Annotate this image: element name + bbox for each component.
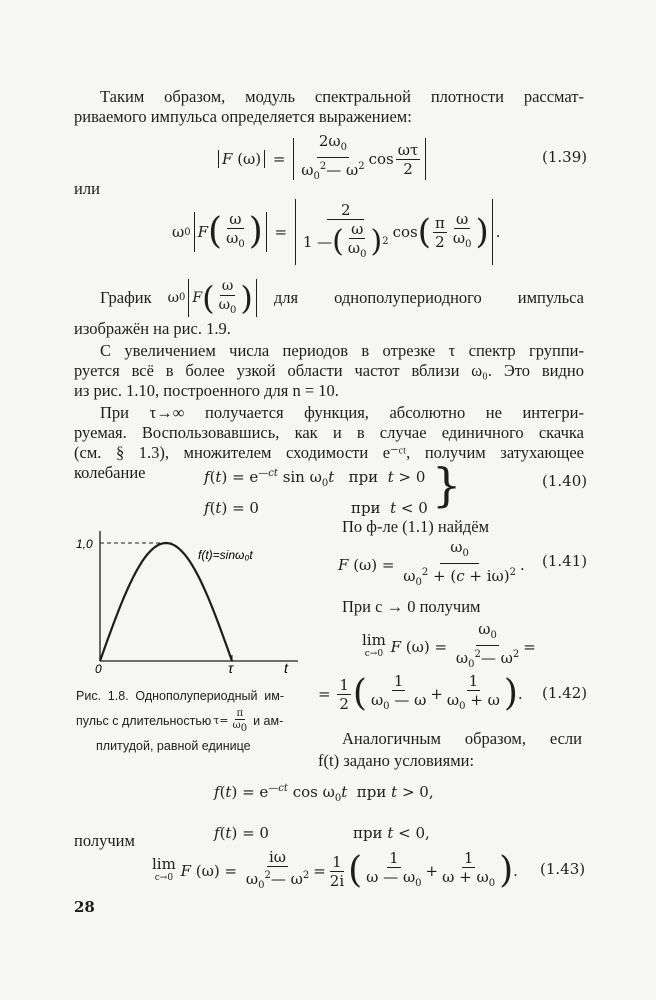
paragraph-3-line-2: руется всё в более узкой области частот вблизи ω₀. Это видно (74, 361, 584, 380)
figure-1-8-plot (72, 525, 312, 675)
paragraph-4-line-1: При τ→∞ получается функция, абсолютно не интегри- (100, 403, 584, 422)
tau-label: τ (228, 660, 234, 675)
paragraph-4-line-3: (см. § 1.3), множителем сходимости e⁻ᶜᵗ, получим затухающее (74, 443, 584, 462)
paragraph-2-line-1 (100, 276, 584, 320)
equation-1-41: F (ω) = $\frac{\omega_0}{\omega_0^2 + (c + i\omega)^2}$ . (338, 538, 525, 588)
figure-caption-line-2 (76, 708, 284, 734)
equation-number-1-40: (1.40) (542, 472, 588, 490)
paragraph-3-line-3: из рис. 1.10, построенного для n = 10. (74, 381, 339, 400)
or-label: или (74, 179, 100, 198)
analog-text-line-2: f(t) задано условиями: (318, 751, 475, 770)
equation-number-1-39: (1.39) (542, 148, 588, 166)
curve-label: f(t)=sinω₀t (198, 548, 253, 562)
paragraph-1-line-1: Таким образом, модуль спектральной плотности рассмат- (100, 87, 584, 106)
y-tick-label: 1,0 (76, 537, 93, 551)
equation-number-1-42: (1.42) (542, 684, 588, 702)
caption-tau-expression: τ= $\frac{\pi}{\omega_0}$ (213, 708, 248, 734)
paragraph-2-prefix: График (100, 288, 152, 307)
paragraph-1-line-2: риваемого импульса определяется выражением: (74, 107, 412, 126)
t-label: t (284, 660, 288, 675)
inline-normalized-spectrum: ω 0 F ( $\frac{\omega}{\omega_0}$ ) (168, 277, 260, 320)
equation-number-1-41: (1.41) (542, 552, 588, 570)
origin-label: 0 (95, 662, 102, 675)
analog-text-line-1: Аналогичным образом, если (342, 729, 582, 748)
equation-1-42-limit: lim c→0 F (ω) = $\frac{\omega_0}{\omega_0^2— \omega^2}$ = (362, 620, 536, 670)
obtain-text: получим (74, 831, 135, 850)
caption-amplitude-text: и ам- (253, 714, 284, 728)
equation-normalized: ω 0 F ( $\frac{\omega}{\omega_0}$ ) = 2 1 — ( $\frac{\omega}{\omega_0}$ ) 2 cos ( $\frac{\pi}{2}$ $\frac{\omega}{\omega_0}$ ) . (172, 196, 501, 268)
equation-1-39: F (ω) = $\frac{2\omega_0}{\omega_0^2— \omega^2}$ cos $\frac{\omega\tau}{2}$ (215, 136, 429, 182)
equation-1-40: $f(t) = e^{—ct}$ $\sin \omega_0t$ при t > 0 f(t) = 0 при t < 0 (204, 468, 428, 517)
paragraph-2-suffix: для однополупериодного импульса (273, 288, 584, 307)
figure-caption-line-3: плитудой, равной единице (96, 739, 251, 753)
page-number: 28 (74, 898, 95, 916)
by-formula-text: По ф-ле (1.1) найдём (342, 517, 490, 536)
equation-1-43: lim c→0 F (ω) = $\frac{i\omega}{\omega_0^2— \omega^2}$ = $\frac{1}{2i}$ ( $\frac{1}{\omega — \omega_0}$ + $\frac{1}{\omega + \omega_0}$ ) . (152, 847, 518, 891)
paragraph-2-line-2: изображён на рис. 1.9. (74, 319, 231, 338)
paragraph-3-line-1: С увеличением числа периодов в отрезке τ спектр группи- (100, 341, 584, 360)
paragraph-4-line-2: руемая. Воспользовавшись, как и в случае единичного скачка (74, 423, 584, 442)
equation-number-1-43: (1.43) (540, 860, 586, 878)
when-c-tends-zero-text: При c → 0 получим (342, 597, 481, 616)
equation-cosine-conditions: $f(t) = e^{—ct}$ $\cos \omega_0t$ при t > 0, f(t) = 0 при t < 0, (214, 783, 434, 842)
paragraph-4-line-4: колебание (74, 463, 146, 482)
equation-1-42-expansion: = $\frac{1}{2}$ ( $\frac{1}{\omega_0 — \omega}$ + $\frac{1}{\omega_0 + \omega}$ ) . (318, 672, 523, 714)
caption-duration-text: пульс с длительностью (76, 714, 212, 728)
figure-caption-line-1: Рис. 1.8. Однополупериодный им- (76, 689, 284, 703)
equation-1-40-brace: } (432, 458, 462, 512)
